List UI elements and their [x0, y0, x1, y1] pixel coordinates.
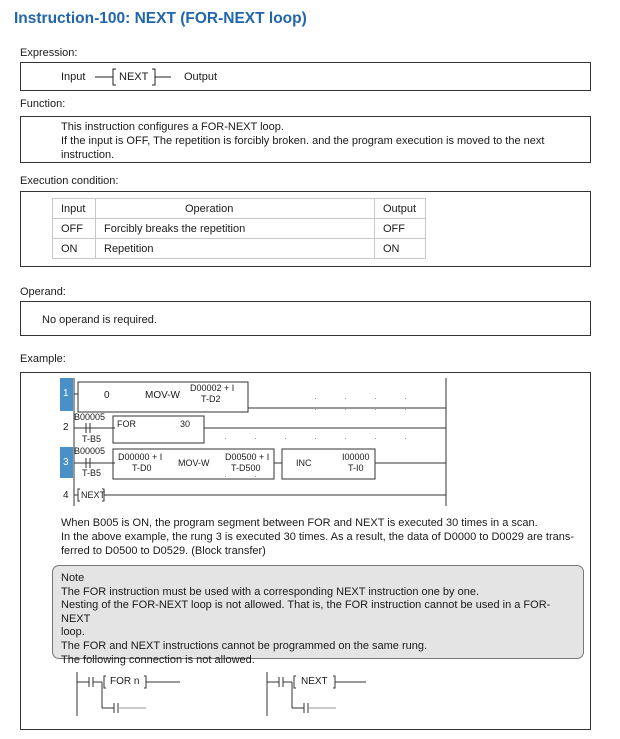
rung-number: 4	[63, 490, 69, 501]
table-header-row	[53, 199, 426, 219]
rung3-inc-sub: T-I0	[348, 463, 364, 473]
rung1-op: MOV-W	[145, 390, 180, 401]
rung-number: 3	[63, 457, 69, 468]
expression-output: Output	[184, 71, 218, 83]
rung4-op: NEXT	[81, 490, 106, 500]
table-row	[53, 219, 426, 239]
cell-output: OFF	[375, 219, 426, 239]
rung1-value: 0	[104, 390, 110, 401]
function-text	[61, 120, 586, 162]
cell-input: OFF	[53, 219, 96, 239]
rung3-dest-sub: T-D500	[231, 463, 261, 473]
function-line: If the input is OFF, The repetition is forcibly broken. and the program execution is moved to the next	[61, 135, 545, 147]
bad-example-next	[266, 672, 386, 720]
example-label: Example:	[20, 353, 66, 365]
page-title: Instruction-100: NEXT (FOR-NEXT loop)	[14, 10, 307, 27]
example-line: ferred to D0500 to D0529. (Block transfer)	[61, 545, 266, 558]
cell-operation: Repetition	[96, 239, 375, 259]
rung1-dest-sub: T-D2	[201, 394, 221, 404]
rung3-inc: INC	[296, 458, 312, 468]
expression-label: Expression:	[20, 47, 78, 59]
rung3-op: MOV-W	[178, 458, 210, 468]
rung2-value: 30	[180, 419, 191, 429]
execution-table	[52, 198, 426, 259]
note-line: loop.	[61, 626, 85, 639]
example-text	[61, 516, 586, 559]
header-operation: Operation	[96, 199, 375, 219]
bad-example-for-label: FOR n	[110, 676, 140, 687]
rung2-op: FOR	[117, 419, 136, 429]
rung1-dest: D00002 + I	[190, 383, 235, 393]
rung3-src-sub: T-D0	[132, 463, 152, 473]
rung3-src: D00000 + I	[118, 452, 163, 462]
note-line: The following connection is not allowed.	[61, 653, 255, 666]
function-line: This instruction configures a FOR-NEXT loop.	[61, 121, 284, 133]
execution-label: Execution condition:	[20, 175, 119, 187]
function-box	[20, 116, 591, 163]
ladder-diagram	[60, 378, 450, 508]
expression-symbol-label: NEXT	[119, 71, 149, 83]
rung3-dest: D00500 + I	[225, 452, 270, 462]
rung2-contact-sub: T-B5	[82, 434, 102, 444]
ladder-lines	[60, 378, 450, 508]
operand-box	[20, 301, 591, 336]
bad-example-for	[76, 672, 196, 720]
example-line: When B005 is ON, the program segment between FOR and NEXT is executed 30 times in a scan.	[61, 517, 538, 529]
header-input: Input	[53, 199, 96, 219]
header-output: Output	[375, 199, 426, 219]
operand-text: No operand is required.	[42, 314, 157, 326]
table-row	[53, 239, 426, 259]
note-line: The FOR and NEXT instructions cannot be programmed on the same rung.	[61, 639, 428, 652]
note-heading: Note	[61, 572, 85, 584]
rung-number: 1	[63, 388, 69, 399]
operand-label: Operand:	[20, 286, 66, 298]
note-box	[52, 565, 584, 666]
note-line: Nesting of the FOR-NEXT loop is not allowed. That is, the FOR instruction cannot be used in a FOR-NEXT	[61, 599, 551, 625]
expression-box	[20, 62, 591, 91]
rung2-contact: B00005	[74, 412, 106, 422]
note-line: The FOR instruction must be used with a corresponding NEXT instruction one by one.	[61, 585, 480, 598]
example-line: In the above example, the rung 3 is executed 30 times. As a result, the data of D0000 to D0029 are trans-	[61, 531, 575, 544]
rung3-contact: B00005	[74, 446, 106, 456]
expression-input: Input	[61, 71, 86, 83]
rung3-inc-arg: I00000	[342, 452, 370, 462]
rung3-contact-sub: T-B5	[82, 468, 102, 478]
bad-example-next-label: NEXT	[301, 676, 328, 687]
cell-input: ON	[53, 239, 96, 259]
function-label: Function:	[20, 98, 66, 110]
function-line: instruction.	[61, 149, 115, 161]
cell-output: ON	[375, 239, 426, 259]
cell-operation: Forcibly breaks the repetition	[96, 219, 375, 239]
rung-number: 2	[63, 422, 69, 433]
